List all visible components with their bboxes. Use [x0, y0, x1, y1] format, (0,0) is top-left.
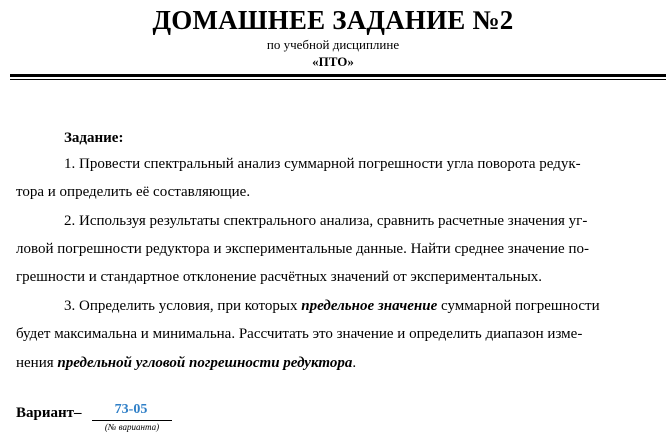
task-line-5: грешности и стандартное отклонение расчётных значений от экспериментальных. — [16, 269, 543, 285]
task-line-8-start: нения — [16, 355, 58, 371]
task-line-7: будет максимальна и минимальна. Рассчитать это значение и определить диапазон изме- — [16, 326, 583, 342]
task-heading: Задание: — [64, 130, 124, 146]
variant-value: 73-05 — [114, 402, 148, 417]
variant-label: Вариант– — [16, 405, 82, 421]
task-line-6 — [64, 297, 600, 315]
header-divider-thin — [10, 79, 666, 80]
task-line-6-start: 3. Определить условия, при которых — [64, 298, 302, 314]
discipline-name: «ПТО» — [312, 54, 354, 69]
task-line-2: тора и определить её составляющие. — [16, 184, 251, 200]
emphasis-angular-error: предельной угловой погрешности редуктора — [57, 355, 353, 371]
header-divider-thick — [10, 74, 666, 77]
document-title: ДОМАШНЕЕ ЗАДАНИЕ №2 — [152, 5, 514, 35]
emphasis-limit-value: предельное значение — [301, 298, 438, 314]
variant-underline — [92, 420, 172, 421]
document-subtitle: по учебной дисциплине — [266, 37, 400, 52]
task-line-1: 1. Провести спектральный анализ суммарной погрешности угла поворота редук- — [64, 156, 581, 172]
task-line-4: ловой погрешности редуктора и экспериментальные данные. Найти среднее значение по- — [16, 241, 589, 257]
task-line-8 — [16, 354, 356, 372]
task-line-8-end: . — [352, 355, 357, 371]
task-line-3: 2. Используя результаты спектрального анализа, сравнить расчетные значения уг- — [64, 213, 588, 229]
task-line-6-end: суммарной погрешности — [437, 298, 600, 314]
variant-caption: (№ варианта) — [104, 422, 160, 432]
